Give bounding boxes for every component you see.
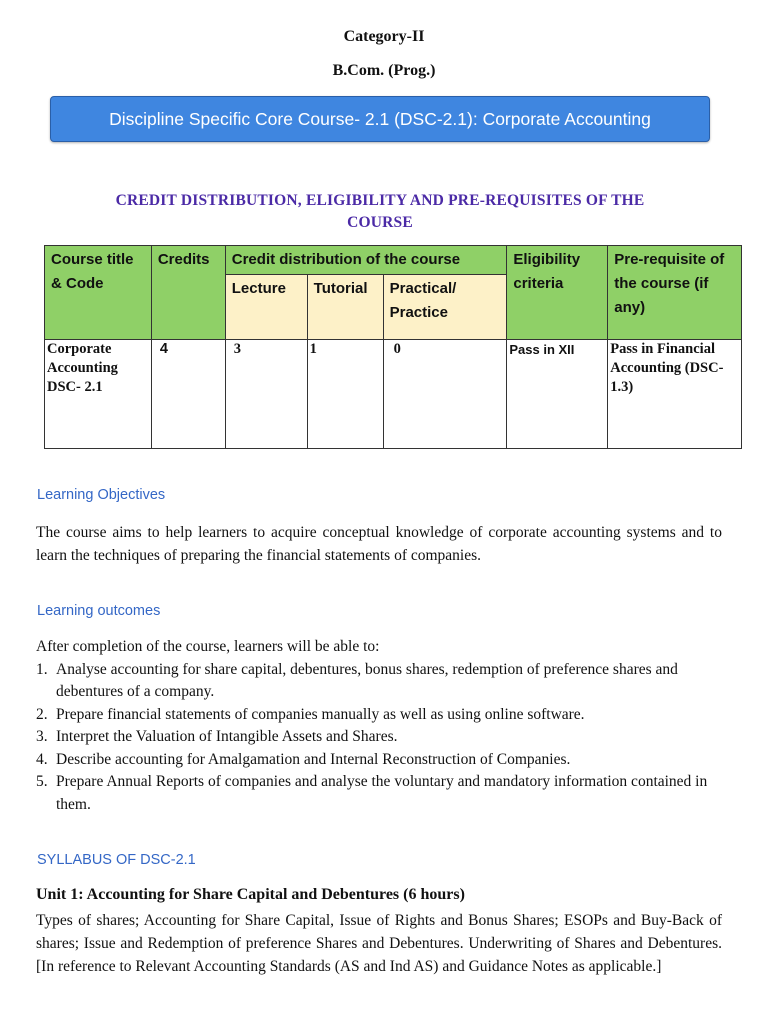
unit1-text: Types of shares; Accounting for Share Capital, Issue of Rights and Bonus Shares; ESOPs and Buy-Back of shares; Issue and Redemption of preference Shares and Debentures. Underwriting of Shares and Debentures. [In reference to Relevant Accounting Standards (AS and Ind AS) and Guidance Notes as applicable.] — [36, 912, 722, 975]
cell-practical: 0 — [383, 340, 507, 449]
list-item: 4. Describe accounting for Amalgamation and Internal Reconstruction of Companies. — [36, 750, 571, 768]
program-label: B.Com. (Prog.) — [332, 62, 436, 79]
list-item: 2. Prepare financial statements of companies manually as well as using online software. — [36, 705, 585, 723]
table-row — [45, 340, 742, 449]
learning-outcomes-heading: Learning outcomes — [37, 603, 161, 619]
header-tutorial: Tutorial — [307, 275, 383, 340]
cell-course: Corporate Accounting DSC- 2.1 — [45, 340, 152, 449]
learning-outcomes-list — [36, 636, 726, 816]
cell-credits: 4 — [151, 340, 225, 449]
credit-title-line1: CREDIT DISTRIBUTION, ELIGIBILITY AND PRE-REQUISITES OF THE — [115, 192, 645, 209]
list-item: 3. Interpret the Valuation of Intangible Assets and Shares. — [36, 728, 398, 745]
learning-objectives-text: The course aims to help learners to acquire conceptual knowledge of corporate accounting systems and to learn the techniques of preparing the financial statements of companies. — [36, 524, 722, 564]
outcomes-intro: After completion of the course, learners will be able to: — [36, 638, 380, 655]
cell-lecture: 3 — [225, 340, 307, 449]
list-item: 1. Analyse accounting for share capital, debentures, bonus shares, redemption of preference shares and debentures of a company. — [36, 660, 678, 700]
header-prerequisite: Pre-requisite of the course (if any) — [608, 246, 742, 340]
header-credit-distribution: Credit distribution of the course — [225, 246, 507, 275]
cell-eligibility: Pass in XII — [507, 340, 608, 449]
credit-distribution-title — [60, 190, 700, 234]
syllabus-heading: SYLLABUS OF DSC-2.1 — [37, 852, 196, 868]
cell-tutorial: 1 — [307, 340, 383, 449]
unit1-title: Unit 1: Accounting for Share Capital and Debentures (6 hours) — [36, 886, 465, 903]
credit-distribution-table — [44, 245, 742, 449]
learning-objectives-heading: Learning Objectives — [37, 487, 166, 503]
course-title-text: Discipline Specific Core Course- 2.1 (DSC-2.1): Corporate Accounting — [109, 108, 651, 129]
list-item: 5. Prepare Annual Reports of companies and analyse the voluntary and mandatory information contained in them. — [36, 773, 708, 813]
header-credits: Credits — [151, 246, 225, 340]
category-label: Category-II — [343, 28, 425, 45]
header-course-title: Course title & Code — [45, 246, 152, 340]
header-lecture: Lecture — [225, 275, 307, 340]
header-eligibility: Eligibility criteria — [507, 246, 608, 340]
header-practical: Practical/ Practice — [383, 275, 507, 340]
credit-title-line2: COURSE — [347, 214, 413, 231]
course-title-banner — [50, 96, 710, 142]
cell-prerequisite: Pass in Financial Accounting (DSC- 1.3) — [608, 340, 742, 449]
